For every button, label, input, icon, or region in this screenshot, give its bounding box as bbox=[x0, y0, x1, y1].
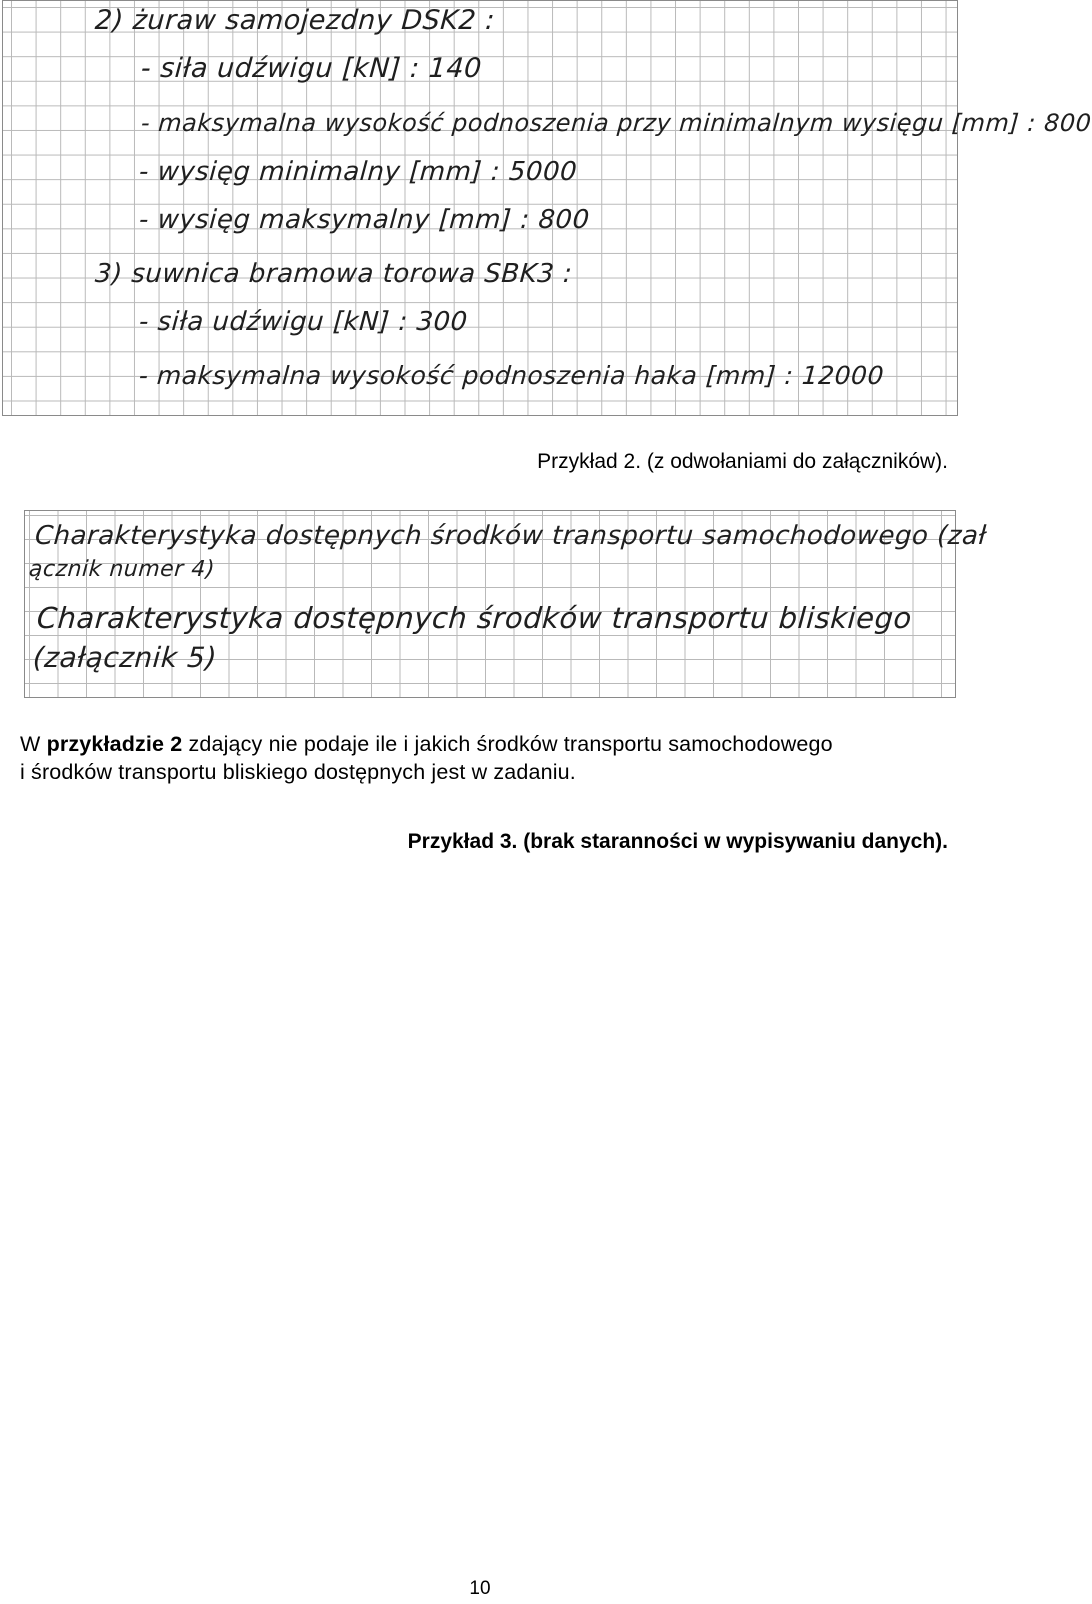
paragraph-line-2: i środków transportu bliskiego dostępnych jest w zadaniu. bbox=[20, 760, 576, 784]
paragraph-prefix: W bbox=[20, 732, 47, 756]
handwritten-line: - wysięg maksymalny [mm] : 800 bbox=[137, 205, 591, 235]
handwritten-line: - siła udźwigu [kN] : 300 bbox=[137, 307, 469, 337]
handwritten-line: ącznik numer 4) bbox=[28, 557, 216, 582]
handwritten-line: - maksymalna wysokość podnoszenia przy minimalnym wysięgu [mm] : 800 bbox=[140, 109, 1092, 137]
handwritten-scan-example-1 bbox=[2, 0, 1092, 416]
handwritten-line: Charakterystyka dostępnych środków transportu samochodowego (zał bbox=[33, 521, 988, 551]
handwritten-line: Charakterystyka dostępnych środków transportu bliskiego bbox=[35, 601, 914, 635]
page-number: 10 bbox=[469, 1578, 491, 1599]
example-3-caption: Przykład 3. (brak staranności w wypisywaniu danych). bbox=[407, 830, 948, 853]
example-2-caption: Przykład 2. (z odwołaniami do załączników). bbox=[537, 450, 948, 473]
handwritten-line: - siła udźwigu [kN] : 140 bbox=[139, 53, 483, 84]
explanation-paragraph bbox=[20, 730, 950, 786]
handwritten-line: - wysięg minimalny [mm] : 5000 bbox=[137, 157, 579, 187]
paragraph-line-1 bbox=[20, 730, 950, 758]
handwritten-line: 2) żuraw samojezdny DSK2 : bbox=[93, 5, 497, 36]
handwritten-line: (załącznik 5) bbox=[31, 641, 219, 674]
handwritten-scan-example-2 bbox=[24, 510, 988, 698]
paragraph-bold-reference: przykładzie 2 bbox=[46, 732, 183, 756]
paragraph-rest: zdający nie podaje ile i jakich środków transportu samochodowego bbox=[182, 732, 833, 756]
handwritten-line: - maksymalna wysokość podnoszenia haka [mm] : 12000 bbox=[137, 361, 885, 390]
handwritten-line: 3) suwnica bramowa torowa SBK3 : bbox=[93, 259, 574, 289]
